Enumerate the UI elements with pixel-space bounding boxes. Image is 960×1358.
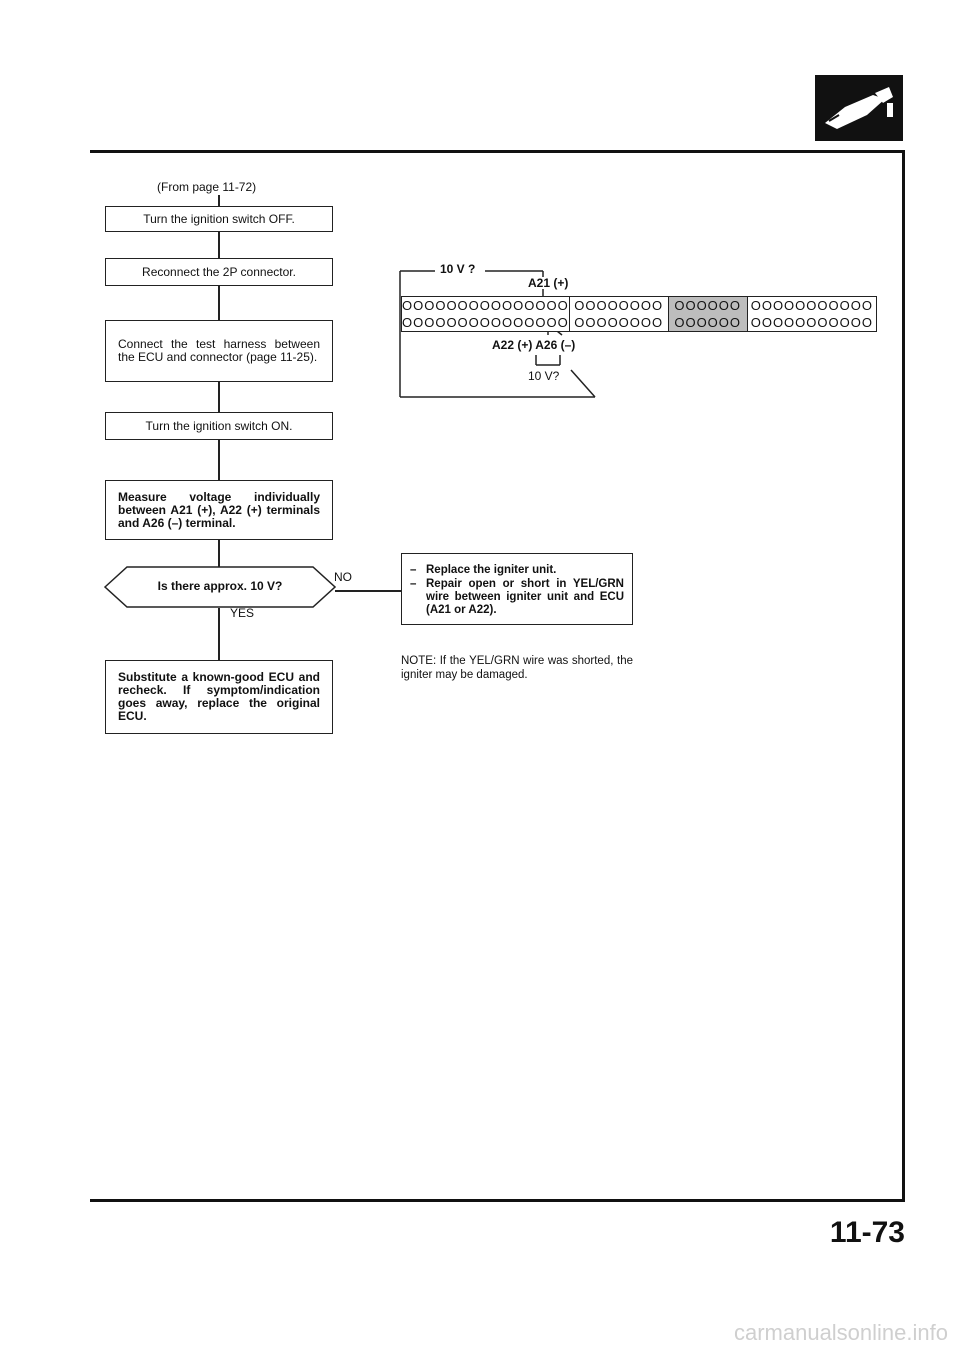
connector-line xyxy=(218,382,220,412)
result-replace-igniter xyxy=(401,553,633,625)
bottom-voltage-label: 10 V? xyxy=(528,369,560,383)
no-branch-line xyxy=(335,590,401,592)
remedy-dash-1: – xyxy=(410,564,417,576)
remedy-replace-igniter: Replace the igniter unit. xyxy=(426,564,557,576)
pin-group-3-shaded xyxy=(669,297,748,331)
step-reconnect-2p: Reconnect the 2P connector. xyxy=(105,258,333,286)
no-label: NO xyxy=(334,570,352,584)
page-number: 11-73 xyxy=(829,1216,905,1249)
ignition-coil-icon xyxy=(815,75,903,141)
connector-line xyxy=(218,232,220,258)
connector-line xyxy=(218,286,220,320)
pin-row: OOOOOO xyxy=(674,315,742,330)
top-terminal-label: A21 (+) xyxy=(528,276,569,290)
pin-row: OOOOOOOOOOOOOOO xyxy=(402,298,569,313)
pin-group-2 xyxy=(570,297,669,331)
from-page-reference: (From page 11-72) xyxy=(157,180,257,194)
bottom-terminals-label: A22 (+) A26 (–) xyxy=(492,338,576,352)
ecu-connector xyxy=(401,296,877,332)
top-voltage-label: 10 V ? xyxy=(440,262,476,276)
pin-row: OOOOOO xyxy=(674,298,742,313)
step-measure-voltage: Measure voltage individually between A21 (+), A22 (+) terminals and A26 (–) terminal. xyxy=(105,480,333,540)
connector-line xyxy=(218,608,220,660)
step-connect-harness: Connect the test harness between the ECU and connector (page 11-25). xyxy=(105,320,333,382)
step-ignition-on: Turn the ignition switch ON. xyxy=(105,412,333,440)
top-rule xyxy=(90,150,905,153)
pin-row: OOOOOOOOOOOOOOO xyxy=(402,315,569,330)
connector-line xyxy=(218,440,220,480)
remedy-repair-wire: Repair open or short in YEL/GRN wire between igniter unit and ECU (A21 or A22). xyxy=(426,578,624,616)
pin-row: OOOOOOOOOOO xyxy=(750,298,873,313)
pin-row: OOOOOOOOOOO xyxy=(750,315,873,330)
pin-row: OOOOOOOO xyxy=(574,298,664,313)
step-ignition-off: Turn the ignition switch OFF. xyxy=(105,206,333,232)
bottom-rule xyxy=(90,1199,905,1202)
watermark: carmanualsonline.info xyxy=(733,1320,948,1345)
yes-label: YES xyxy=(230,606,255,620)
right-rule xyxy=(902,150,905,1202)
note-text: NOTE: If the YEL/GRN wire was shorted, the igniter may be damaged. xyxy=(401,655,633,681)
decision-question: Is there approx. 10 V? xyxy=(157,579,283,593)
result-substitute-ecu: Substitute a known-good ECU and recheck. If symptom/indication goes away, replace the original ECU. xyxy=(105,660,333,734)
pin-group-1 xyxy=(402,297,570,331)
connector-line xyxy=(218,540,220,568)
pin-row: OOOOOOOO xyxy=(574,315,664,330)
pin-group-4 xyxy=(748,297,876,331)
remedy-dash-2: – xyxy=(410,578,417,590)
